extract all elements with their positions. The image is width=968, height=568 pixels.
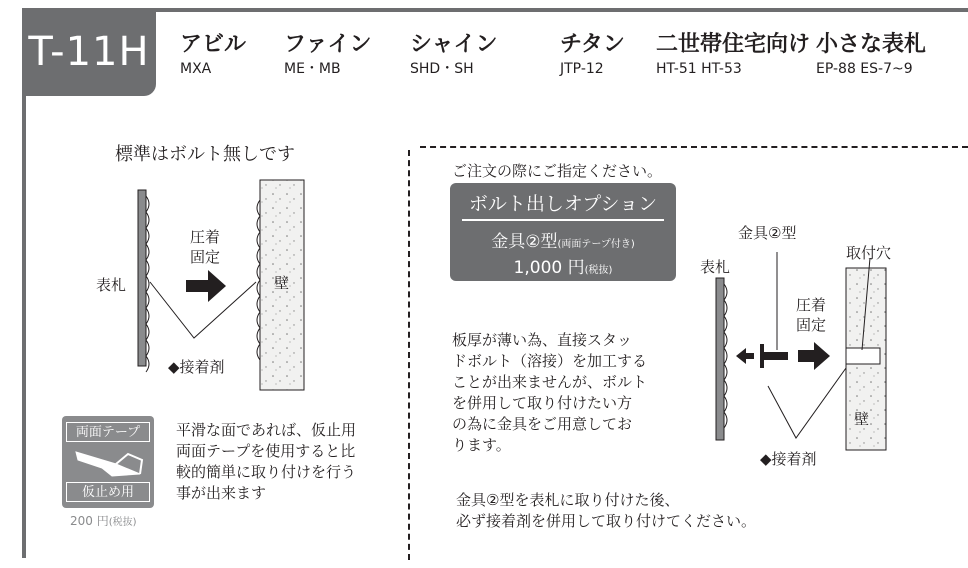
tape-description [176, 420, 356, 504]
tape-text-line: 平滑な面であれば、仮止用 [176, 421, 357, 439]
header-rule [22, 8, 968, 12]
tape-price-value: 200 円 [70, 514, 109, 528]
tape-bottom-label: 仮止め用 [66, 482, 150, 502]
desc-line: ります。 [452, 436, 511, 454]
press-arrow-icon [186, 270, 226, 302]
series-name: 小さな表札 [816, 32, 927, 57]
order-note: ご注文の際にご指定ください。 [452, 162, 663, 180]
desc-line: を併用して取り付けたい方 [452, 394, 633, 412]
series-name: チタン [560, 32, 625, 57]
series-code: HT-51 HT-53 [656, 61, 742, 77]
desc-line: ドボルト（溶接）を加工する [452, 352, 648, 370]
press-arrow-icon [798, 342, 830, 370]
fix-label: 固定 [190, 248, 221, 266]
series-fine [284, 32, 372, 78]
bolt-option-card [450, 183, 676, 281]
adhesive-label-right: ◆接着剤 [760, 450, 817, 468]
wall-label-right: 壁 [854, 410, 870, 428]
press-label: 圧着 [190, 228, 221, 246]
pull-arrow-icon [736, 348, 754, 364]
option-price-note: (税抜) [584, 265, 613, 276]
plate-label-right: 表札 [700, 258, 731, 276]
tape-price-note: (税抜) [108, 517, 137, 528]
fix-label-right: 固定 [796, 316, 827, 334]
footer-line: 必ず接着剤を併用して取り付けてください。 [456, 512, 757, 530]
tape-product-card [62, 416, 154, 508]
plate-shape [716, 278, 724, 440]
adhesive-pointer-lines [768, 368, 846, 438]
series-name: アビル [180, 32, 247, 57]
option-title: ボルト出しオプション [468, 193, 658, 215]
desc-line: ことが出来ませんが、ボルト [452, 373, 648, 391]
option-fitting [450, 227, 676, 252]
tape-text-line: 事が出来ます [176, 484, 267, 502]
tape-text-line: 較的簡単に取り付けを行う [176, 463, 357, 481]
mounting-hole-shape [846, 348, 880, 364]
series-code: SHD・SH [410, 61, 474, 77]
desc-line: の為に金具をご用意してお [452, 415, 633, 433]
series-titan [560, 32, 625, 78]
series-code: MXA [180, 61, 212, 77]
section-divider [408, 150, 410, 560]
series-two-family [656, 32, 810, 78]
desc-line: 板厚が薄い為、直接スタッ [452, 331, 633, 349]
option-fitting-note: (両面テープ付き) [557, 239, 635, 250]
series-shine [410, 32, 498, 78]
fitting-label: 金具②型 [738, 224, 797, 242]
series-name: ファイン [284, 32, 372, 57]
installation-footer [456, 490, 756, 532]
option-description [452, 330, 647, 456]
bolt-head-shape [760, 344, 764, 368]
option-price-value: 1,000 円 [513, 258, 585, 278]
series-name: シャイン [410, 32, 498, 57]
series-small-plate [816, 32, 926, 78]
plate-shape [138, 190, 146, 366]
standard-heading: 標準はボルト無しです [115, 144, 295, 165]
wall-label: 壁 [274, 274, 290, 292]
series-code: JTP-12 [560, 61, 604, 77]
option-price [450, 253, 676, 278]
option-fitting-name: 金具②型 [491, 232, 558, 252]
tape-text-line: 両面テープを使用すると比 [176, 442, 356, 460]
mounting-hole-label: 取付穴 [846, 244, 892, 262]
adhesive-label: ◆接着剤 [168, 358, 225, 376]
tape-icon [72, 446, 144, 480]
series-abil [180, 32, 246, 78]
series-name: 二世帯住宅向け [656, 32, 811, 57]
model-number: T-11H [22, 8, 156, 96]
option-top-border [420, 146, 968, 148]
tape-top-label: 両面テープ [66, 422, 150, 442]
series-code: ME・MB [284, 61, 341, 77]
bolt-shank-shape [764, 352, 788, 360]
tape-price [70, 512, 137, 529]
press-label-right: 圧着 [796, 296, 827, 314]
option-rule [462, 219, 664, 221]
series-code: EP-88 ES-7~9 [816, 61, 913, 77]
footer-line: 金具②型を表札に取り付けた後、 [456, 491, 680, 509]
plate-label: 表札 [96, 276, 127, 294]
